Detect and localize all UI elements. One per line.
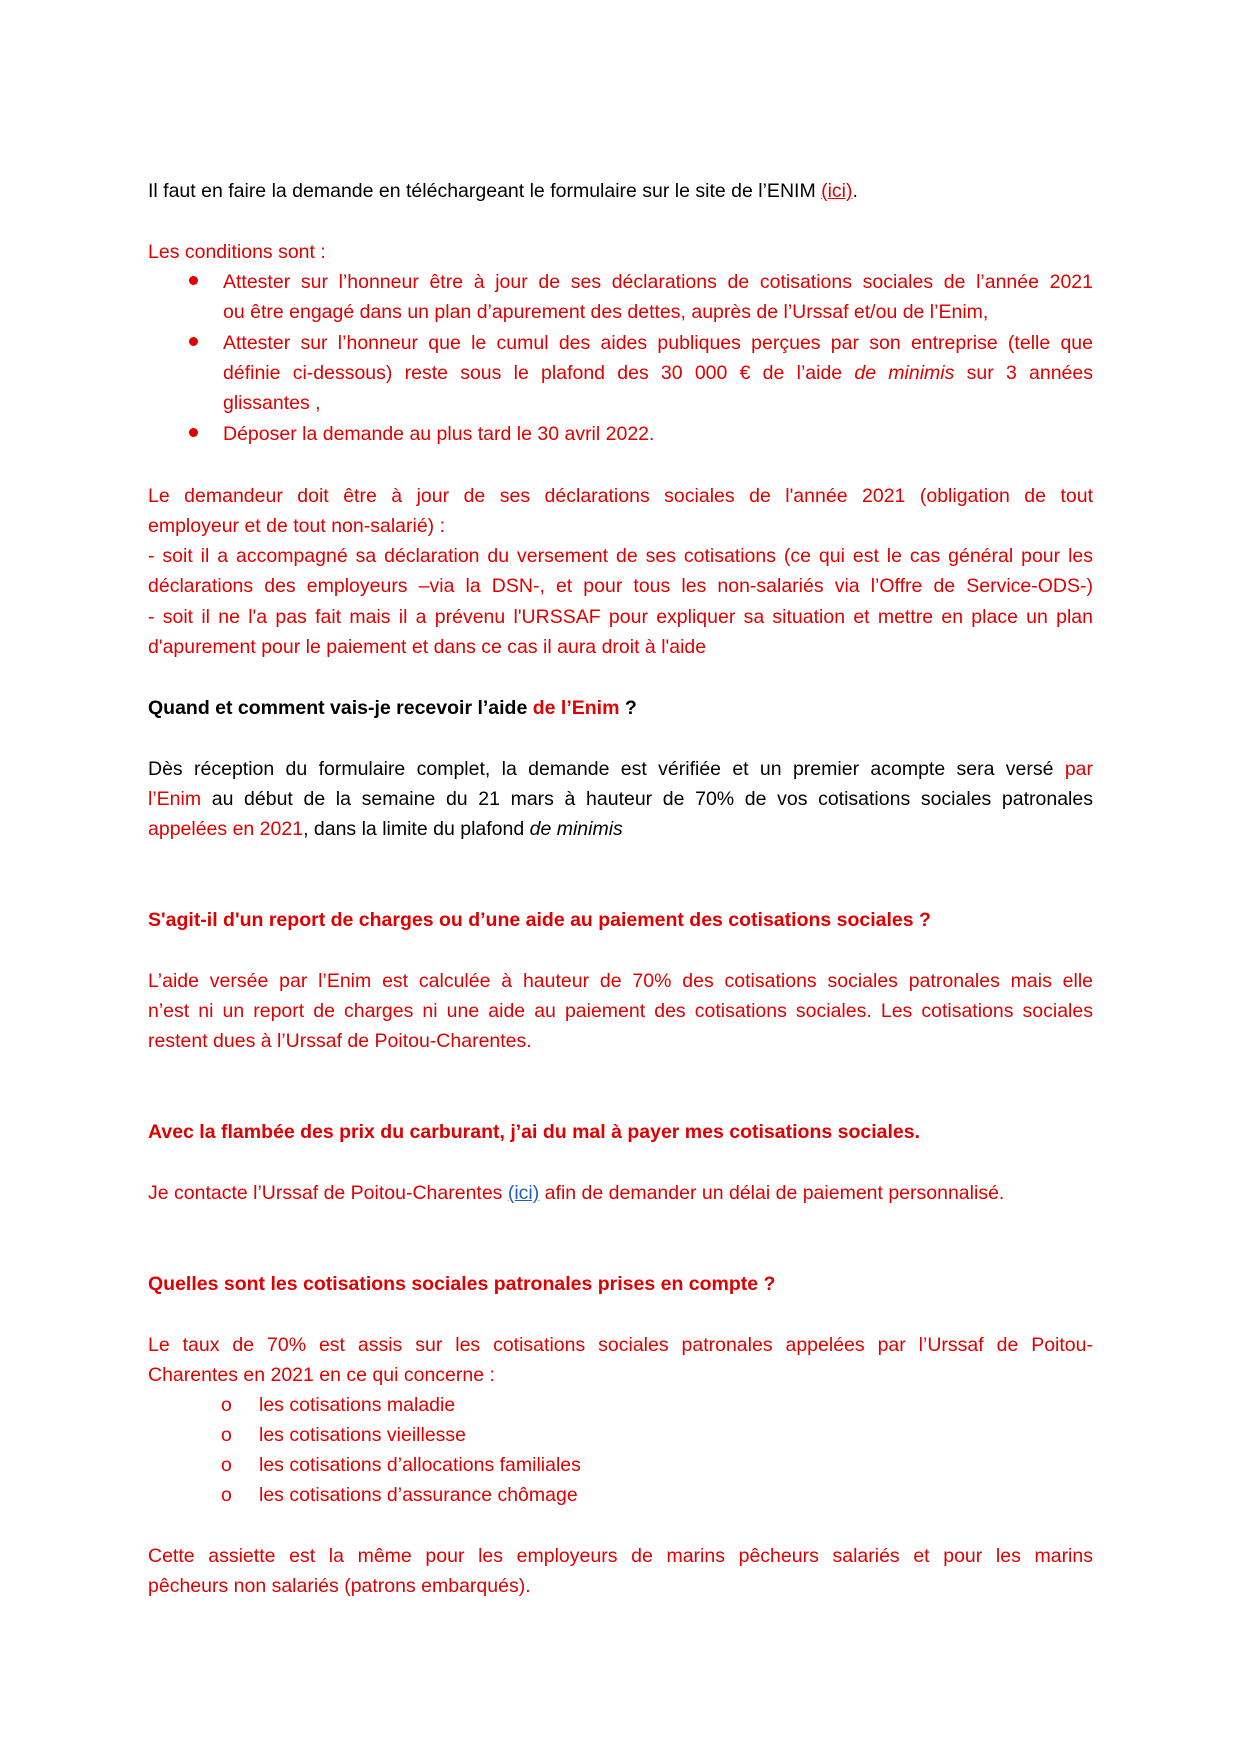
condition-3-line-1: Déposer la demande au plus tard le 30 avril 2022. xyxy=(223,423,655,445)
intro-after: . xyxy=(852,180,858,202)
question-3-heading: Avec la flambée des prix du carburant, j’ai du mal à payer mes cotisations sociales. xyxy=(148,1121,921,1143)
assiette-line-2: pêcheurs non salariés (patrons embarqués). xyxy=(148,1575,531,1597)
circle-bullet-icon: o xyxy=(221,1484,232,1506)
condition-2-line-3: glissantes , xyxy=(223,392,321,414)
bullet-dot-icon xyxy=(189,276,198,285)
contribution-item: les cotisations d’allocations familiales xyxy=(259,1454,581,1476)
assiette-line-1: Cette assiette est la même pour les employeurs de marins pêcheurs salariés et pour les marins xyxy=(148,1545,1093,1567)
answer-4-line-2: Charentes en 2021 en ce qui concerne : xyxy=(148,1364,495,1386)
demandeur-line-6: d'apurement pour le paiement et dans ce cas il aura droit à l'aide xyxy=(148,636,707,658)
condition-1-line-2: ou être engagé dans un plan d’apurement des dettes, auprès de l’Urssaf et/ou de l’Enim, xyxy=(223,301,989,323)
answer-1-line-2: l’Enim au début de la semaine du 21 mars à hauteur de 70% de vos cotisations sociales patronales xyxy=(148,788,1093,810)
question-2-heading: S'agit-il d'un report de charges ou d’une aide au paiement des cotisations sociales ? xyxy=(148,909,931,931)
answer-2-line-2: n’est ni un report de charges ni une aide au paiement des cotisations sociales. Les cotisations sociales xyxy=(148,1000,1093,1022)
circle-bullet-icon: o xyxy=(221,1454,232,1476)
demandeur-line-5: - soit il ne l'a pas fait mais il a prévenu l'URSSAF pour expliquer sa situation et mettre en place un plan xyxy=(148,606,1093,628)
contribution-item: les cotisations d’assurance chômage xyxy=(259,1484,578,1506)
condition-2-line-1: Attester sur l’honneur que le cumul des aides publiques perçues par son entreprise (telle que xyxy=(223,332,1093,354)
contribution-item: les cotisations maladie xyxy=(259,1394,456,1416)
intro-paragraph xyxy=(148,176,1093,206)
answer-2-line-1: L’aide versée par l’Enim est calculée à hauteur de 70% des cotisations sociales patronales mais elle xyxy=(148,970,1093,992)
urssaf-contact-link[interactable]: (ici) xyxy=(507,1182,540,1204)
question-4-heading: Quelles sont les cotisations sociales patronales prises en compte ? xyxy=(148,1273,776,1295)
demandeur-line-4: déclarations des employeurs –via la DSN-, et pour tous les non-salariés via l’Offre de Service-ODS-) xyxy=(148,575,1093,597)
answer-4-line-1: Le taux de 70% est assis sur les cotisations sociales patronales appelées par l’Urssaf de Poitou- xyxy=(148,1334,1093,1356)
circle-bullet-icon: o xyxy=(221,1424,232,1446)
demandeur-line-2: employeur et de tout non-salarié) : xyxy=(148,515,445,537)
question-1-heading: Quand et comment vais-je recevoir l’aide de l’Enim ? xyxy=(148,697,637,719)
enim-form-link[interactable]: (ici) xyxy=(821,180,853,202)
intro-text: Il faut en faire la demande en téléchargeant le formulaire sur le site de l’ENIM xyxy=(148,180,822,202)
bullet-dot-icon xyxy=(189,337,198,346)
condition-1-line-1: Attester sur l’honneur être à jour de ses déclarations de cotisations sociales de l’année 2021 xyxy=(223,271,1093,293)
answer-3-paragraph: Je contacte l’Urssaf de Poitou-Charentes (ici) afin de demander un délai de paiement personnalisé. xyxy=(148,1182,1005,1204)
answer-1-line-1: Dès réception du formulaire complet, la demande est vérifiée et un premier acompte sera versé par xyxy=(148,758,1093,780)
answer-2-line-3: restent dues à l’Urssaf de Poitou-Charentes. xyxy=(148,1030,532,1052)
answer-1-line-3: appelées en 2021, dans la limite du plafond de minimis xyxy=(148,818,623,840)
demandeur-line-3: - soit il a accompagné sa déclaration du versement de ses cotisations (ce qui est le cas général pour les xyxy=(148,545,1093,567)
circle-bullet-icon: o xyxy=(221,1394,232,1416)
bullet-dot-icon xyxy=(189,428,198,437)
condition-2-line-2: définie ci-dessous) reste sous le plafond des 30 000 € de l’aide de minimis sur 3 années xyxy=(223,362,1093,384)
contribution-item: les cotisations vieillesse xyxy=(259,1424,467,1446)
demandeur-line-1: Le demandeur doit être à jour de ses déclarations sociales de l'année 2021 (obligation de tout xyxy=(148,485,1093,507)
conditions-heading: Les conditions sont : xyxy=(148,241,326,263)
